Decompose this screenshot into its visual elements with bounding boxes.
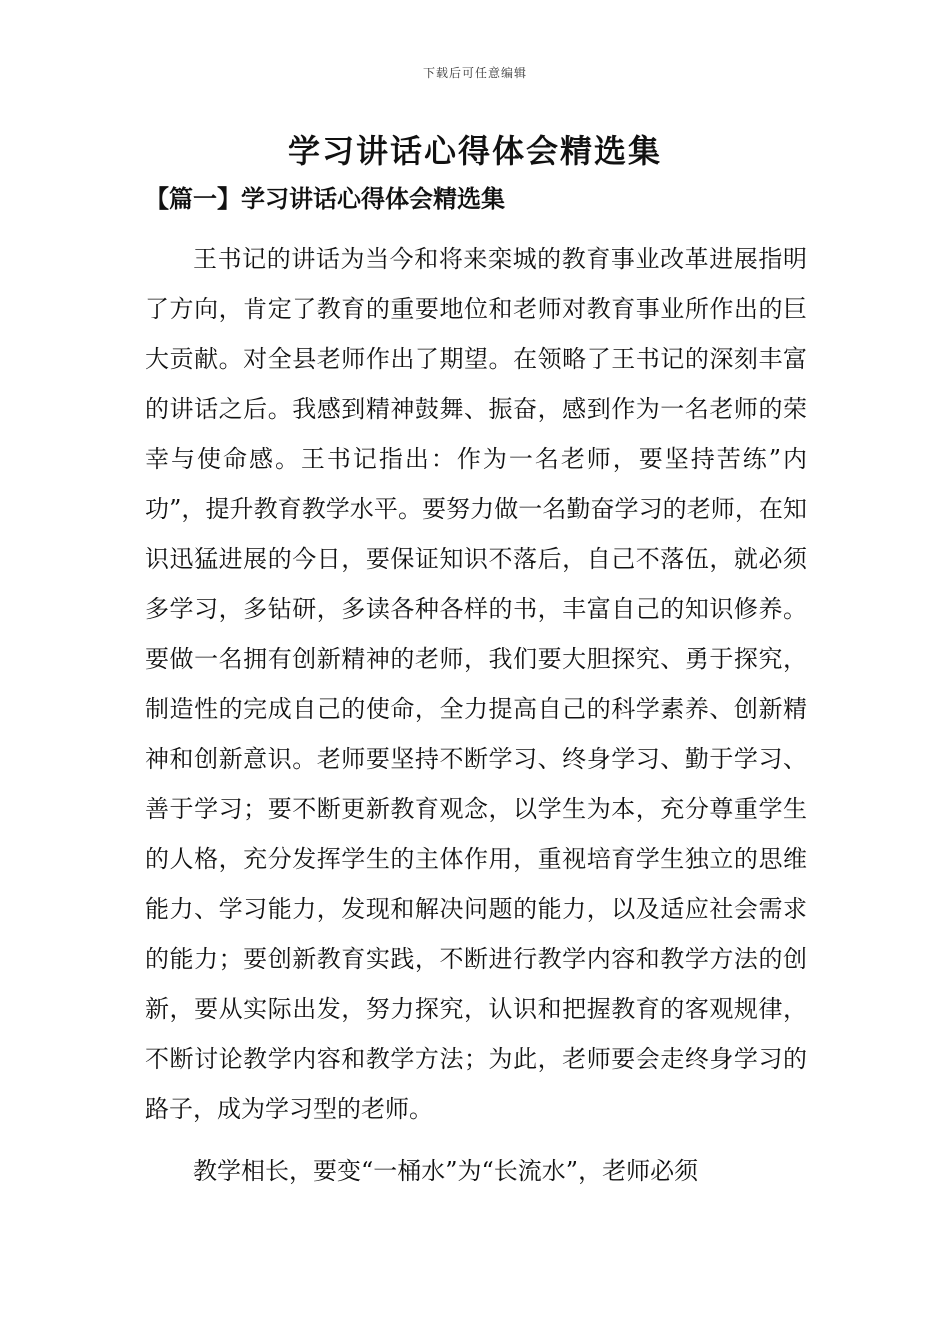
body-text — [145, 234, 807, 1208]
document-title: 学习讲话心得体会精选集 — [287, 132, 662, 170]
section-heading: 【篇一】学习讲话心得体会精选集 — [145, 184, 505, 213]
header-note: 下载后可任意编辑 — [422, 66, 527, 80]
paragraph-1: 王书记的讲话为当今和将来栾城的教育事业改革进展指明了方向，肯定了教育的重要地位和老师对教育事业所作出的巨大贡献。对全县老师作出了期望。在领略了王书记的深刻丰富的讲话之后。我感到精神鼓舞、振奋，感到作为一名老师的荣幸与使命感。王书记指出：作为一名老师，要坚持苦练”内功”，提升教育教学水平。要努力做一名勤奋学习的老师，在知识迅猛进展的今日，要保证知识不落后，自己不落伍，就必须多学习，多钻研，多读各种各样的书，丰富自己的知识修养。要做一名拥有创新精神的老师，我们要大胆探究、勇于探究，制造性的完成自己的使命，全力提高自己的科学素养、创新精神和创新意识。老师要坚持不断学习、终身学习、勤于学习、善于学习；要不断更新教育观念，以学生为本，充分尊重学生的人格，充分发挥学生的主体作用，重视培育学生独立的思维能力、学习能力，发现和解决问题的能力，以及适应社会需求的能力；要创新教育实践，不断进行教学内容和教学方法的创新，要从实际出发，努力探究，认识和把握教育的客观规律，不断讨论教学内容和教学方法；为此，老师要会走终身学习的路子，成为学习型的老师。 — [145, 245, 807, 1123]
paragraph-2: 教学相长，要变“一桶水”为“长流水”，老师必须 — [193, 1157, 699, 1185]
